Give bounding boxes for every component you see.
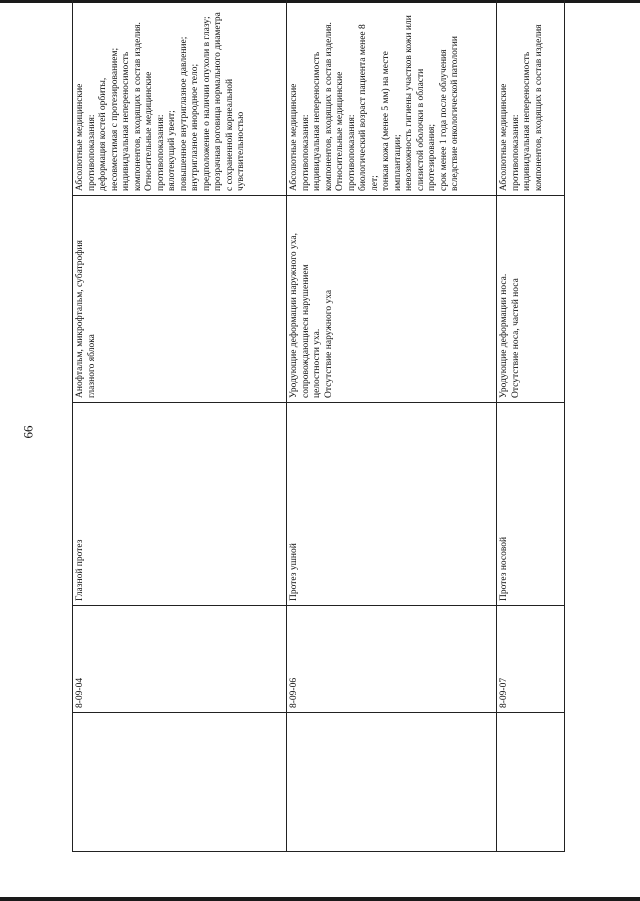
cell-line: сопровождающиеся нарушением (300, 264, 311, 398)
cell-line: индивидуальная непереносимость (312, 51, 322, 191)
cell-line: деформация костей орбиты, (98, 77, 108, 191)
cell-line: слизистой оболочки в области (415, 68, 426, 191)
scan-edge-bottom (0, 897, 640, 901)
code-cell: 8-09-06 (287, 606, 497, 713)
cell-line: противопоказания: (346, 114, 357, 191)
blank-cell (287, 713, 497, 852)
cell-line: повышенное внутриглазное давление; (178, 36, 189, 191)
cell-line: несовместимая с протезированием; (109, 47, 120, 191)
cell-line: Абсолютные медицинские (75, 83, 85, 191)
cell-line: противопоказания: (300, 114, 311, 191)
cell-line: прозрачная роговица нормального диаметра (213, 12, 223, 191)
name-cell: Протез носовой (497, 403, 565, 606)
table-row (73, 0, 287, 852)
cell-line: срок менее 1 года после облучения (438, 49, 449, 191)
indications-cell (287, 196, 497, 403)
contraindications-table (72, 0, 565, 852)
cell-line: противопоказания: (155, 114, 166, 191)
blank-cell (497, 713, 565, 852)
blank-cell (73, 713, 287, 852)
cell-line: вследствие онкологической патологии (450, 36, 460, 191)
page-number: 66 (20, 425, 36, 439)
cell-line: имплантации; (392, 134, 403, 191)
code-cell: 8-09-07 (497, 606, 565, 713)
cell-line: Отсутствие носа, частей носа (510, 278, 521, 398)
cell-line: лет; (369, 175, 380, 191)
contraindications-cell (497, 0, 565, 196)
cell-line: противопоказания: (86, 114, 97, 191)
cell-line: протезирования; (427, 123, 437, 191)
code-cell: 8-09-04 (73, 606, 287, 713)
cell-line: Уродующие деформации наружного уха, (289, 233, 299, 398)
table-row (497, 0, 565, 852)
cell-line: компонентов, входящих в состав изделия (533, 24, 544, 191)
cell-line: Относительные медицинские (144, 71, 154, 191)
cell-line: чувствительностью (236, 111, 246, 191)
name-cell: Глазной протез (73, 403, 287, 606)
cell-line: биологический возраст пациента менее 8 (358, 24, 368, 191)
cell-line: противопоказания: (510, 114, 521, 191)
cell-line: вялотекущий увеит; (167, 110, 177, 191)
cell-line: Относительные медицинские (335, 71, 345, 191)
cell-line: целостности уха. (312, 328, 322, 398)
cell-line: компонентов, входящих в состав изделия. (323, 22, 334, 191)
contraindications-cell (287, 0, 497, 196)
indications-cell (73, 196, 287, 403)
cell-line: индивидуальная непереносимость (121, 51, 131, 191)
cell-line: тонкая кожа (менее 5 мм) на месте (381, 51, 391, 191)
cell-line: Отсутствие наружного уха (323, 289, 334, 398)
cell-line: Уродующие деформации носа. (499, 273, 509, 398)
cell-line: Анофтальм, микрофтальм, субатрофия (75, 240, 85, 398)
cell-line: индивидуальная непереносимость (522, 51, 532, 191)
cell-line: Абсолютные медицинские (289, 83, 299, 191)
cell-line: Абсолютные медицинские (499, 83, 509, 191)
cell-line: с сохраненной корнеальной (224, 78, 235, 191)
cell-line: невозможность гигиены участков кожи или (404, 15, 414, 191)
cell-line: глазного яблока (86, 334, 97, 398)
cell-line: предположение о наличии опухоли в глазу; (201, 16, 212, 191)
cell-line: компонентов, входящих в состав изделия. (132, 22, 143, 191)
contraindications-cell (73, 0, 287, 196)
table-row (287, 0, 497, 852)
indications-cell (497, 196, 565, 403)
name-cell: Протез ушной (287, 403, 497, 606)
cell-line: внутриглазное инородное тело; (190, 63, 200, 191)
